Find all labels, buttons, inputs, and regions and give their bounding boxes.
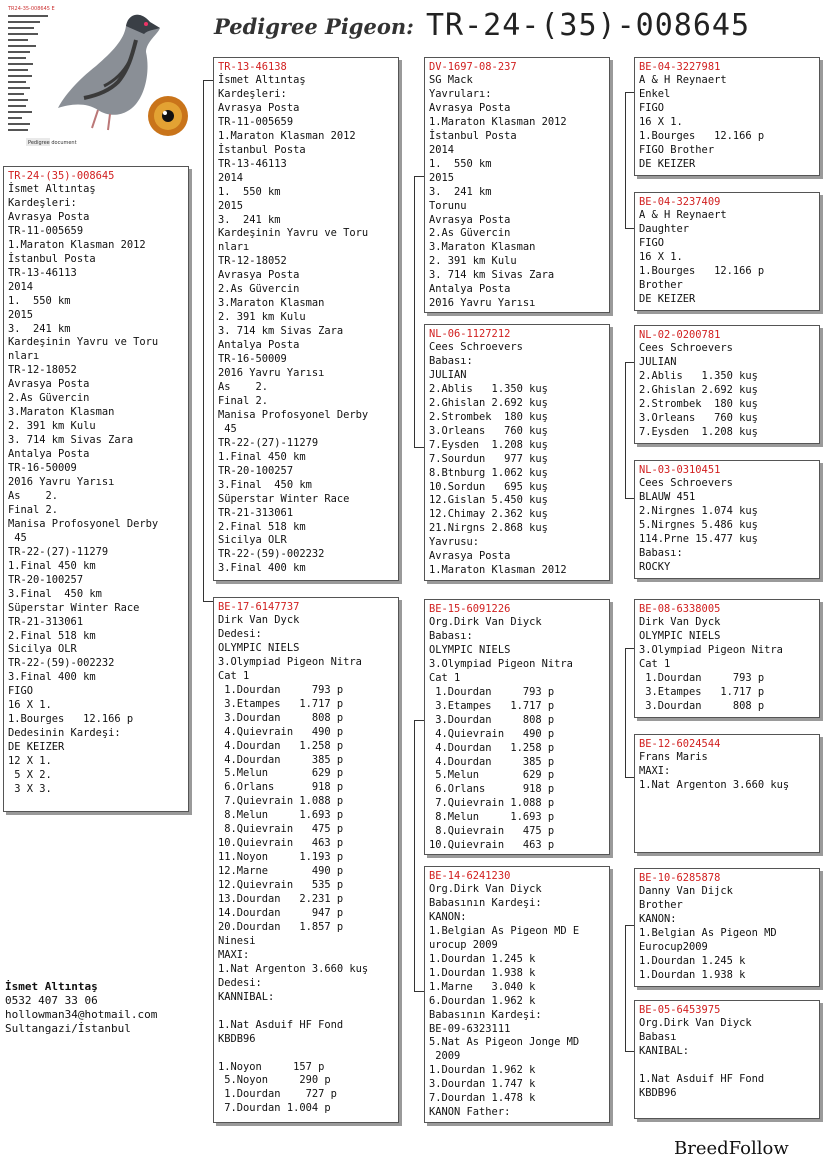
pedigree-line: 2016 Yavru Yarısı [429, 297, 536, 310]
pedigree-line: 1.Maraton Klasman 2012 [429, 564, 567, 577]
pedigree-line: 1.Dourdan 793 p [639, 671, 765, 684]
pedigree-line: 3.Maraton Klasman [218, 297, 325, 310]
pedigree-box-dsd [634, 734, 820, 853]
pedigree-line: Eurocup2009 [639, 940, 708, 953]
pedigree-line: 6.Orlans 918 p [429, 783, 555, 796]
pedigree-line: Yavruları: [429, 87, 492, 100]
pedigree-line: Avrasya Posta [8, 378, 90, 391]
pedigree-line: MAXI: [218, 948, 250, 961]
pedigree-line: 45 [218, 422, 237, 435]
photo-caption: TR24-35-008645 E [8, 6, 55, 12]
pedigree-line: ROCKY [639, 560, 671, 573]
pedigree-line: 3. 241 km [218, 213, 281, 226]
pedigree-line: TR-21-313061 [8, 615, 84, 628]
pedigree-line [639, 1059, 816, 1073]
pedigree-line: TR-22-(27)-11279 [8, 545, 109, 558]
pedigree-line: Antalya Posta [218, 339, 300, 352]
pedigree-line: 5.Nirgnes 5.486 kuş [639, 518, 758, 531]
box-lines [635, 751, 819, 793]
pedigree-line: 10.Quievrain 463 p [429, 839, 555, 852]
pedigree-line: 1.Maraton Klasman 2012 [218, 129, 356, 142]
pedigree-line: 2015 [8, 308, 34, 321]
pedigree-line: 1.Maraton Klasman 2012 [429, 115, 567, 128]
pedigree-line: KANON Father: [429, 1106, 511, 1119]
pedigree-line: 2015 [429, 171, 455, 184]
pedigree-line: 5.Noyon 290 p [218, 1074, 331, 1087]
pedigree-line: Avrasya Posta [429, 101, 511, 114]
pedigree-line: Ninesi [218, 934, 256, 947]
pedigree-box-dam [213, 597, 399, 1123]
pedigree-line: 2015 [218, 199, 244, 212]
pedigree-line: 4.Quievrain 490 p [429, 727, 555, 740]
ring-id: NL-02-0200781 [639, 329, 721, 341]
pedigree-line: TR-20-100257 [8, 573, 84, 586]
pedigree-line: 3.Orleans 760 kuş [429, 424, 548, 437]
pedigree-line: 2.Final 518 km [218, 520, 306, 533]
owner-email: hollowman34@hotmail.com [5, 1008, 158, 1021]
pedigree-line: As 2. [218, 380, 269, 393]
ring-id: DV-1697-08-237 [429, 61, 517, 73]
pedigree-line: 10.Quievrain 463 p [218, 837, 344, 850]
pedigree-line: 1.Dourdan 793 p [429, 685, 555, 698]
pedigree-line: 1.Dourdan 793 p [218, 683, 344, 696]
pedigree-box-subject [3, 166, 189, 812]
pedigree-line: 3.Orleans 760 kuş [639, 411, 758, 424]
pedigree-line: Babasının Kardeşi: [429, 896, 542, 909]
pedigree-line: TR-12-18052 [8, 364, 77, 377]
pedigree-line: Dedesi: [218, 976, 262, 989]
pedigree-line: 2009 [429, 1050, 461, 1063]
ring-id: BE-04-3227981 [639, 61, 721, 73]
pedigree-line: 1.Noyon 157 p [218, 1060, 325, 1073]
pedigree-line: 7.Quievrain 1.088 p [218, 795, 344, 808]
pedigree-line: 1.Dourdan 1.962 k [429, 1064, 536, 1077]
pedigree-line: 3.Final 400 km [218, 562, 306, 575]
pedigree-line: 1.Belgian As Pigeon MD [639, 926, 777, 939]
box-lines [425, 616, 609, 853]
pedigree-line: Org.Dirk Van Diyck [639, 1017, 752, 1029]
pedigree-line: 3. 241 km [429, 185, 492, 198]
pedigree-line: 5.Melun 629 p [218, 767, 344, 780]
pedigree-line: 2.Nirgnes 1.074 kuş [639, 504, 758, 517]
box-lines [425, 341, 609, 578]
pedigree-line: 3. 241 km [8, 322, 71, 335]
pedigree-line: OLYMPIC NIELS [429, 643, 511, 656]
pedigree-line: nları [8, 350, 40, 363]
pedigree-line: TR-22-(59)-002232 [218, 548, 325, 561]
photo-logo-text: Pedigree document [28, 140, 77, 146]
pedigree-line: 1.Final 450 km [8, 559, 96, 572]
pedigree-line: Süperstar Winter Race [8, 601, 140, 614]
pedigree-line: KANNIBAL: [218, 990, 275, 1003]
pedigree-line: 3.Dourdan 808 p [639, 699, 765, 712]
pedigree-line: 1. 550 km [429, 157, 492, 170]
box-lines [635, 616, 819, 714]
pedigree-line: 3.Dourdan 808 p [218, 711, 344, 724]
pedigree-line: Enkel [639, 87, 671, 100]
pedigree-line: 1.Nat Argenton 3.660 kuş [639, 778, 790, 791]
ring-id: BE-12-6024544 [639, 738, 721, 750]
pedigree-line: 7.Eysden 1.208 kuş [639, 425, 758, 438]
pedigree-line: 2014 [429, 143, 455, 156]
pedigree-line: 2016 Yavru Yarısı [218, 367, 325, 380]
pedigree-line: 2014 [8, 280, 34, 293]
pigeon-image [0, 0, 190, 158]
pedigree-line: 2.Ghislan 2.692 kuş [429, 396, 548, 409]
pedigree-line: İsmet Altıntaş [218, 74, 306, 86]
pedigree-line: 3.Dourdan 1.747 k [429, 1078, 536, 1091]
pedigree-line: Brother [639, 898, 683, 911]
ring-id: BE-04-3237409 [639, 196, 721, 208]
pedigree-line: TR-21-313061 [218, 506, 294, 519]
pedigree-line: 2.Strombek 180 kuş [639, 397, 758, 410]
pedigree-line: 16 X 1. [639, 250, 683, 263]
pedigree-line: Babası: [639, 546, 683, 559]
pedigree-line: 10.Sordun 695 kuş [429, 480, 548, 493]
pedigree-line: 1.Final 450 km [218, 450, 306, 463]
owner-phone: 0532 407 33 06 [5, 994, 98, 1007]
pedigree-line: 114.Prne 15.477 kuş [639, 532, 758, 545]
pedigree-box-sire [213, 57, 399, 581]
pedigree-line: 3.Final 400 km [8, 671, 96, 684]
pedigree-line: Final 2. [218, 394, 269, 407]
pedigree-line: 2. 391 km Kulu [8, 420, 96, 433]
pedigree-line: 8.Quievrain 475 p [429, 825, 555, 838]
pedigree-line: 3 X 3. [8, 782, 52, 795]
pedigree-line: 20.Dourdan 1.857 p [218, 920, 344, 933]
pedigree-line: Danny Van Dijck [639, 885, 733, 897]
pedigree-line: Babası [639, 1030, 677, 1043]
pedigree-line: 3.Olympiad Pigeon Nitra [429, 657, 573, 670]
pedigree-line: Antalya Posta [8, 448, 90, 461]
pedigree-line: 3.Final 450 km [8, 587, 102, 600]
pedigree-line: 6.Dourdan 1.962 k [429, 994, 536, 1007]
pedigree-line: Kardeşleri: [218, 87, 287, 100]
box-lines [635, 74, 819, 172]
pedigree-line: 2.Strombek 180 kuş [429, 410, 548, 423]
pedigree-line: TR-22-(59)-002232 [8, 657, 115, 670]
pedigree-line: 8.Melun 1.693 p [429, 811, 555, 824]
pedigree-line: Org.Dirk Van Diyck [429, 616, 542, 628]
pedigree-box-sds [634, 325, 820, 444]
pedigree-line: Babası: [429, 354, 473, 367]
pedigree-line: 3.Olympiad Pigeon Nitra [218, 655, 362, 668]
pedigree-line: 11.Noyon 1.193 p [218, 851, 344, 864]
pedigree-line: KBDB96 [639, 1086, 677, 1099]
pedigree-line: TR-20-100257 [218, 464, 294, 477]
pedigree-box-sss [634, 57, 820, 176]
pedigree-line: Cees Schroevers [429, 341, 523, 353]
owner-name: İsmet Altıntaş [5, 980, 98, 993]
pedigree-line: İstanbul Posta [218, 143, 306, 156]
pedigree-line: Daughter [639, 222, 690, 235]
pedigree-line: DE KEIZER [8, 741, 65, 754]
pedigree-line: İstanbul Posta [429, 129, 517, 142]
pedigree-line: 8.Btnburg 1.062 kuş [429, 466, 548, 479]
ring-id: TR-24-(35)-008645 [8, 170, 115, 182]
pedigree-line: Final 2. [8, 503, 59, 516]
box-lines [635, 342, 819, 440]
pedigree-line: 13.Dourdan 2.231 p [218, 893, 344, 906]
pigeon-photo [0, 0, 190, 158]
ring-id: BE-15-6091226 [429, 603, 511, 615]
pedigree-box-dds [634, 868, 820, 987]
pedigree-line: JULIAN [429, 368, 467, 381]
pedigree-line: Cees Schroevers [639, 342, 733, 354]
pedigree-line: 12 X 1. [8, 755, 52, 768]
pedigree-line: 4.Dourdan 385 p [218, 753, 344, 766]
pedigree-line: FIGO [639, 236, 665, 249]
brand-footer: BreedFollow [674, 1138, 789, 1159]
pedigree-line: 2.Ablis 1.350 kuş [429, 382, 548, 395]
pedigree-line: 2.As Güvercin [429, 227, 511, 240]
pedigree-line: 2. 391 km Kulu [429, 255, 517, 268]
pedigree-line: A & H Reynaert [639, 209, 727, 221]
box-lines [425, 74, 609, 311]
pedigree-line: Babası: [429, 629, 473, 642]
pedigree-line: 8.Quievrain 475 p [218, 823, 344, 836]
pedigree-line: BLAUW 451 [639, 490, 696, 503]
pedigree-line: 14.Dourdan 947 p [218, 907, 344, 920]
pedigree-line: As 2. [8, 489, 59, 502]
pedigree-line: FIGO [8, 685, 34, 698]
pedigree-line: Manisa Profosyonel Derby [218, 408, 369, 421]
pedigree-line: 5.Melun 629 p [429, 769, 555, 782]
box-lines [635, 885, 819, 983]
pedigree-line: TR-11-005659 [8, 224, 84, 237]
pedigree-line: Sicilya OLR [8, 643, 77, 656]
pedigree-line: OLYMPIC NIELS [639, 629, 721, 642]
pedigree-box-sire-sire [424, 57, 610, 313]
pedigree-line: Cat 1 [218, 669, 250, 682]
pedigree-line: 1. 550 km [218, 185, 281, 198]
pedigree-line: 5.Nat As Pigeon Jonge MD [429, 1036, 580, 1049]
pedigree-line: 12.Gislan 5.450 kuş [429, 494, 548, 507]
owner-contact [5, 980, 157, 1036]
pedigree-line: 3.Olympiad Pigeon Nitra [639, 643, 783, 656]
pedigree-line: 16 X 1. [8, 699, 52, 712]
pedigree-line: 1.Bourges 12.166 p [639, 129, 765, 142]
pedigree-line: KANON: [639, 912, 677, 925]
pedigree-line: 7.Eysden 1.208 kuş [429, 438, 548, 451]
pedigree-line: 3. 714 km Sivas Zara [429, 269, 555, 282]
pedigree-line: KANIBAL: [639, 1044, 690, 1057]
pedigree-line: 3.Etampes 1.717 p [429, 699, 555, 712]
pedigree-line: Süperstar Winter Race [218, 492, 350, 505]
pedigree-line: 3.Maraton Klasman [429, 241, 536, 254]
pedigree-line: KANON: [429, 910, 467, 923]
pedigree-line: 2.Ghislan 2.692 kuş [639, 383, 758, 396]
pedigree-line: Avrasya Posta [429, 213, 511, 226]
box-lines [635, 209, 819, 307]
ring-id: BE-08-6338005 [639, 603, 721, 615]
pedigree-line: 7.Dourdan 1.478 k [429, 1092, 536, 1105]
pedigree-line: 2.Final 518 km [8, 629, 96, 642]
owner-address: Sultangazi/İstanbul [5, 1022, 131, 1035]
pedigree-line: A & H Reynaert [639, 74, 727, 86]
pedigree-line: 3.Etampes 1.717 p [218, 697, 344, 710]
box-lines [635, 1017, 819, 1101]
pedigree-line: Dedesinin Kardeşi: [8, 727, 121, 740]
pedigree-line: TR-13-46113 [218, 157, 287, 170]
pedigree-line: Sicilya OLR [218, 534, 287, 547]
ring-id: BE-05-6453975 [639, 1004, 721, 1016]
pedigree-line: 1.Nat Asduif HF Fond [639, 1072, 765, 1085]
pedigree-line: TR-16-50009 [8, 462, 77, 475]
pedigree-line [218, 1005, 395, 1019]
pedigree-line: JULIAN [639, 355, 677, 368]
pedigree-line: Kardeşinin Yavru ve Toru [8, 336, 159, 349]
pedigree-line: Babasının Kardeşi: [429, 1008, 542, 1021]
ring-id: TR-13-46138 [218, 61, 287, 73]
pedigree-line: 3.Dourdan 808 p [429, 713, 555, 726]
pedigree-line: 1.Maraton Klasman 2012 [8, 238, 146, 251]
pedigree-line: SG Mack [429, 74, 473, 86]
box-lines [214, 74, 398, 576]
pedigree-line: 3.Maraton Klasman [8, 406, 115, 419]
pedigree-line: 1.Dourdan 1.245 k [429, 952, 536, 965]
pedigree-line: DE KEIZER [639, 292, 696, 305]
pedigree-line: Cees Schroevers [639, 477, 733, 489]
pedigree-line: 1.Bourges 12.166 p [639, 264, 765, 277]
pedigree-line: 1.Nat Asduif HF Fond [218, 1018, 344, 1031]
pedigree-line: TR-16-50009 [218, 353, 287, 366]
pedigree-line: Frans Maris [639, 751, 708, 763]
pedigree-line: MAXI: [639, 764, 671, 777]
ring-id: NL-06-1127212 [429, 328, 511, 340]
pedigree-line: BE-09-6323111 [429, 1022, 511, 1035]
pedigree-line: 7.Dourdan 1.004 p [218, 1102, 331, 1115]
ring-id: NL-03-0310451 [639, 464, 721, 476]
pedigree-line: 3.Final 450 km [218, 478, 312, 491]
ring-id: BE-17-6147737 [218, 601, 300, 613]
pedigree-line: 12.Chimay 2.362 kuş [429, 508, 548, 521]
pedigree-line: TR-22-(27)-11279 [218, 436, 319, 449]
ring-id: BE-14-6241230 [429, 870, 511, 882]
pedigree-line: Cat 1 [639, 657, 671, 670]
pedigree-line: Avrasya Posta [218, 269, 300, 282]
box-lines [425, 883, 609, 1120]
pedigree-line: Dedesi: [218, 627, 262, 640]
pedigree-line: 3. 714 km Sivas Zara [8, 434, 134, 447]
pedigree-line: 5 X 2. [8, 769, 52, 782]
pedigree-box-dss [634, 599, 820, 718]
pedigree-line: 1. 550 km [8, 294, 71, 307]
pedigree-line: 2016 Yavru Yarısı [8, 476, 115, 489]
pedigree-line: FIGO Brother [639, 143, 715, 156]
pedigree-line: TR-11-005659 [218, 115, 294, 128]
pedigree-box-ssd [634, 192, 820, 311]
pedigree-box-sdd [634, 460, 820, 579]
pedigree-line: 16 X 1. [639, 115, 683, 128]
pedigree-line [218, 1047, 395, 1061]
pedigree-line: 2.As Güvercin [8, 392, 90, 405]
pedigree-line: 45 [8, 531, 27, 544]
pedigree-line: 4.Dourdan 385 p [429, 755, 555, 768]
pedigree-line: TR-13-46113 [8, 266, 77, 279]
pedigree-line: 6.Orlans 918 p [218, 781, 344, 794]
pedigree-line: 2.As Güvercin [218, 283, 300, 296]
pedigree-line: Dirk Van Dyck [639, 616, 721, 628]
pedigree-line: 3.Etampes 1.717 p [639, 685, 765, 698]
pedigree-box-ddd [634, 1000, 820, 1119]
ring-number-title: TR-24-(35)-008645 [426, 8, 751, 43]
pedigree-line: Kardeşleri: [8, 196, 77, 209]
pedigree-line: Avrasya Posta [218, 101, 300, 114]
pedigree-line: Yavrusu: [429, 536, 480, 549]
pedigree-line: Avrasya Posta [8, 210, 90, 223]
pedigree-box-dam-sire [424, 599, 610, 855]
pedigree-line: 12.Marne 490 p [218, 865, 344, 878]
box-lines [635, 477, 819, 575]
pedigree-line: TR-12-18052 [218, 255, 287, 268]
pedigree-line: Brother [639, 278, 683, 291]
pedigree-line: İsmet Altıntaş [8, 183, 96, 195]
pedigree-box-sire-dam [424, 324, 610, 581]
pedigree-line: 1.Dourdan 727 p [218, 1088, 337, 1101]
pedigree-line: 1.Dourdan 1.938 k [429, 966, 536, 979]
pedigree-line: 7.Quievrain 1.088 p [429, 797, 555, 810]
pedigree-line: FIGO [639, 101, 665, 114]
pedigree-line: 1.Belgian As Pigeon MD E [429, 924, 580, 937]
pedigree-line: 1.Bourges 12.166 p [8, 713, 134, 726]
pedigree-label: Pedigree Pigeon: [214, 14, 414, 39]
pedigree-line: Torunu [429, 199, 467, 212]
pedigree-line: DE KEIZER [639, 157, 696, 170]
pedigree-line: Avrasya Posta [429, 550, 511, 563]
pedigree-line: 7.Sourdun 977 kuş [429, 452, 548, 465]
pedigree-line: 21.Nirgns 2.868 kuş [429, 522, 548, 535]
pedigree-line: 4.Dourdan 1.258 p [429, 741, 555, 754]
pedigree-line: Org.Dirk Van Diyck [429, 883, 542, 895]
box-lines [4, 183, 188, 797]
pedigree-line: KBDB96 [218, 1032, 256, 1045]
pedigree-line: Antalya Posta [429, 283, 511, 296]
pedigree-line: OLYMPIC NIELS [218, 641, 300, 654]
pedigree-line: 1.Dourdan 1.245 k [639, 954, 746, 967]
pedigree-line: Kardeşinin Yavru ve Toru [218, 227, 369, 240]
pedigree-line: 4.Quievrain 490 p [218, 725, 344, 738]
pedigree-line: 12.Quievrain 535 p [218, 879, 344, 892]
pedigree-line: İstanbul Posta [8, 252, 96, 265]
pedigree-line: 2. 391 km Kulu [218, 311, 306, 324]
pedigree-line: urocup 2009 [429, 938, 498, 951]
pedigree-line: Dirk Van Dyck [218, 614, 300, 626]
pedigree-line: 2.Ablis 1.350 kuş [639, 369, 758, 382]
pedigree-line: 4.Dourdan 1.258 p [218, 739, 344, 752]
ring-id: BE-10-6285878 [639, 872, 721, 884]
pedigree-line: nları [218, 241, 250, 254]
pedigree-line: 1.Marne 3.040 k [429, 980, 536, 993]
pedigree-line: Manisa Profosyonel Derby [8, 517, 159, 530]
box-lines [214, 614, 398, 1116]
pedigree-box-dam-dam [424, 866, 610, 1123]
pedigree-line: 8.Melun 1.693 p [218, 809, 344, 822]
pedigree-line: 2014 [218, 171, 244, 184]
pedigree-line: 1.Dourdan 1.938 k [639, 968, 746, 981]
pedigree-line: 3. 714 km Sivas Zara [218, 325, 344, 338]
pedigree-line: 1.Nat Argenton 3.660 kuş [218, 962, 369, 975]
pedigree-line: Cat 1 [429, 671, 461, 684]
